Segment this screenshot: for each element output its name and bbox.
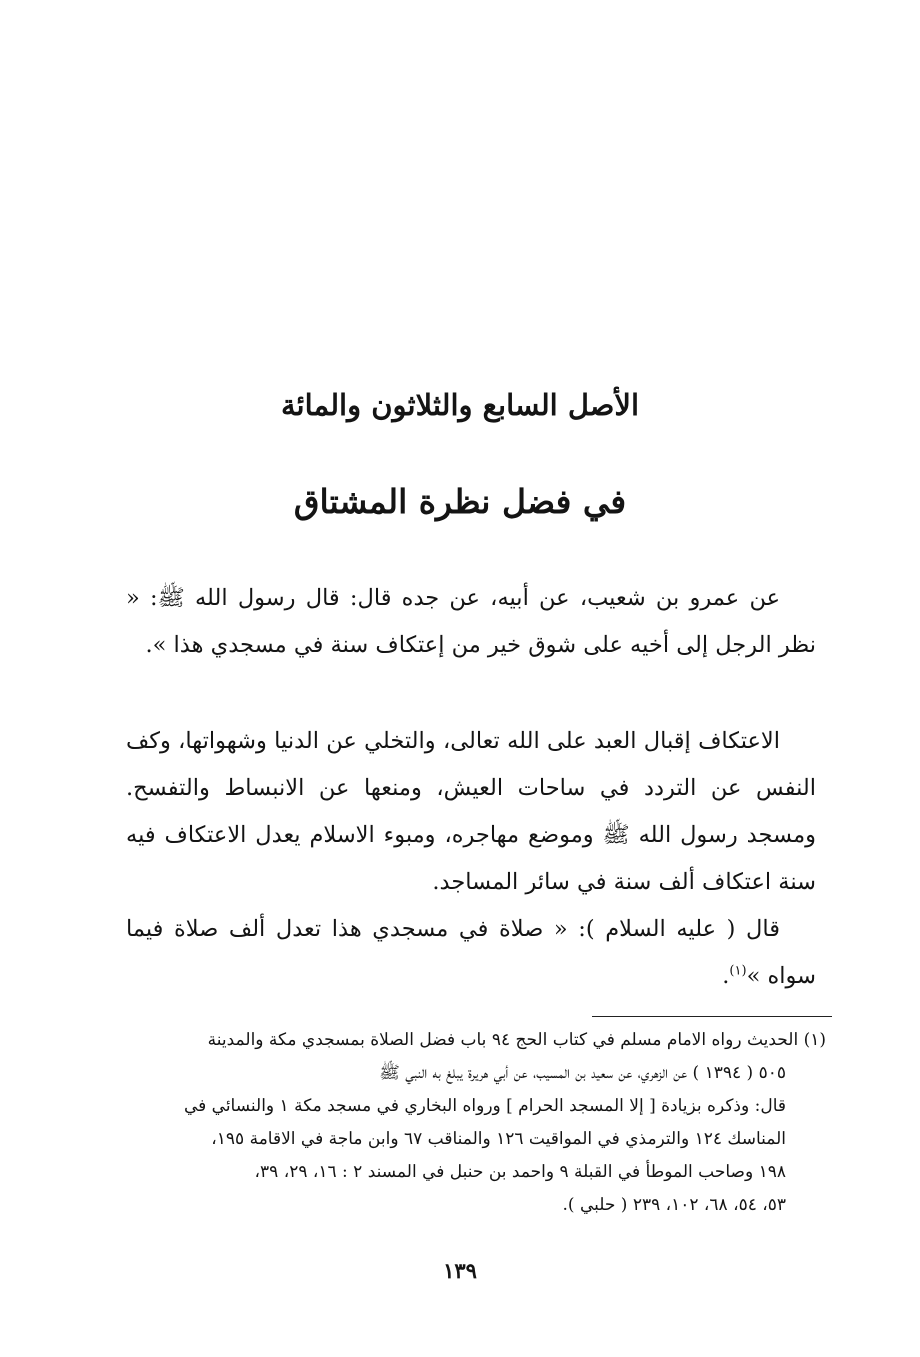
footnote-line bbox=[126, 1057, 826, 1090]
footnote-line-text: قال: وذكره بزيادة [ إلا المسجد الحرام ] ورواه البخاري في مسجد مكة ١ والنسائي في bbox=[183, 1096, 786, 1116]
footnote-divider bbox=[592, 1016, 832, 1017]
chapter-title: الأصل السابع والثلاثون والمائة bbox=[281, 388, 639, 422]
footnote-line: (١) الحديث رواه الامام مسلم في كتاب الحج ٩٤ باب فضل الصلاة بمسجدي مكة والمدينة bbox=[207, 1030, 826, 1050]
footnote-line-text: ٥٠٥ ( ١٣٩٤ ) عن الزهري، عن سعيد بن المسيب، عن أبي هريرة يبلغ به النبي ﷺ bbox=[379, 1063, 786, 1083]
paragraph-hadith bbox=[126, 575, 816, 669]
footnote bbox=[126, 1024, 826, 1222]
paragraph-hadith-prayer: قال ( عليه السلام ): « صلاة في مسجدي هذا تعدل ألف صلاة فيما سواه »$^{(١)}$. bbox=[126, 916, 816, 989]
paragraph-commentary bbox=[126, 718, 816, 906]
footnote-line bbox=[126, 1156, 826, 1189]
paragraph-text: عن عمرو بن شعيب، عن أبيه، عن جده قال: قال رسول الله ﷺ: « نظر الرجل إلى أخيه على شوق خير من إعتكاف سنة في مسجدي هذا ». bbox=[126, 585, 816, 658]
footnote-line bbox=[126, 1090, 826, 1123]
footnote-line bbox=[126, 1123, 826, 1156]
chapter-subtitle: في فضل نظرة المشتاق bbox=[293, 482, 627, 521]
page-number: ١٣٩ bbox=[443, 1258, 477, 1283]
footnote-line bbox=[126, 1189, 826, 1222]
paragraph-text: الاعتكاف إقبال العبد على الله تعالى، والتخلي عن الدنيا وشهواتها، وكف النفس عن التردد في ساحات العيش، ومنعها عن الانبساط والتفسح. ومسجد رسول الله ﷺ وموضع مهاجره، ومبوء الاسلام يعدل الاعتكاف فيه سنة اعتكاف ألف سنة في سائر المساجد. bbox=[126, 728, 816, 895]
paragraph-text: قال ( عليه السلام ): « صلاة في مسجدي هذا تعدل ألف صلاة فيما سواه » bbox=[126, 916, 816, 989]
footnote-line-text: ٥٣، ٥٤، ٦٨، ١٠٢، ٢٣٩ ( حلبي ). bbox=[562, 1195, 786, 1215]
footnote-line-text: ١٩٨ وصاحب الموطأ في القبلة ٩ واحمد بن حنبل في المسند ٢ : ١٦، ٢٩، ٣٩، bbox=[254, 1162, 786, 1182]
footnote-line-text: المناسك ١٢٤ والترمذي في المواقيت ١٢٦ والمناقب ٦٧ وابن ماجة في الاقامة ١٩٥، bbox=[211, 1129, 786, 1149]
footnote-marker: (١) bbox=[729, 963, 747, 979]
